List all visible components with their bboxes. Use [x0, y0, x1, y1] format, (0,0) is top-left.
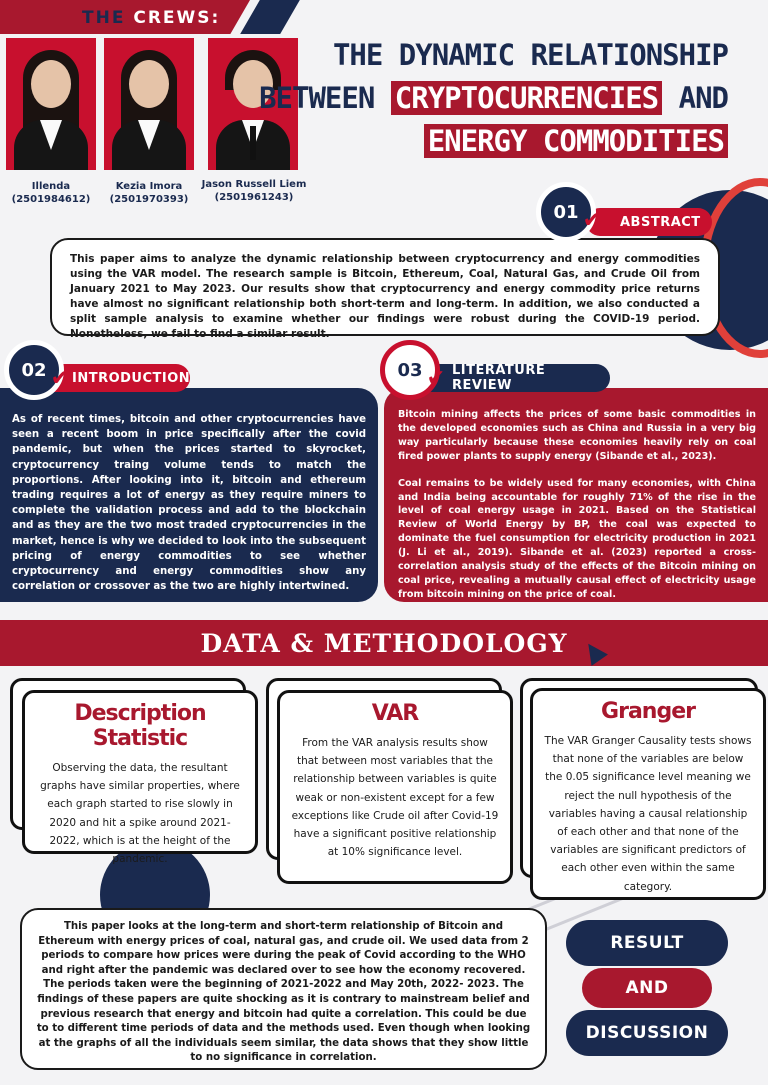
granger-card [530, 688, 766, 900]
card-title: Description Statistic [74, 701, 206, 751]
card-body: Observing the data, the resultant graphs have similar properties, where each graph started to rise slowly in 2020 and hit a spike around 2021-2022, which is at the height of the pandemic. [40, 762, 240, 866]
literature-number-badge: 03 ✔ [380, 340, 440, 400]
check-icon: ✔ [426, 366, 445, 391]
member-name: Jason Russell Liem (2501961243) [201, 179, 307, 203]
methodology-title: DATA & METHODOLOGY [200, 628, 568, 658]
poster-title: THE DYNAMIC RELATIONSHIP BETWEEN CRYPTOCURRENCIES AND ENERGY COMMODITIES [259, 38, 728, 158]
card-title: Granger [601, 699, 695, 724]
description-statistic-card [22, 690, 258, 866]
abstract-number-badge: 01 ✔ [536, 182, 596, 242]
member-name: Kezia Imora (2501970393) [109, 181, 189, 205]
member-photo [6, 38, 96, 170]
check-icon: ✔ [582, 208, 601, 233]
methodology-banner [0, 620, 768, 666]
card-body: The VAR Granger Causality tests shows that none of the variables are below the 0.05 significance level meaning we reject the null hypothesis of the variables having a causal relationship of each other and that none of the variables are significant predictors of each other even within the same category. [544, 735, 752, 893]
crews-heading: THE CREWS: [82, 8, 221, 28]
and-pill: AND [582, 968, 712, 1008]
literature-review-text: Bitcoin mining affects the prices of some basic commodities in the developed economies such as China and Russia in a very big way particularly because these economies heavily rely on coal fired power plants to supply energy (Sibande et al., 2023). Coal remains to be widely used for many economies, with China and India being accountable for roughly 71% of the rise in the level of coal energy usage in 2021. Based on the Statistical Review of World Energy by BP, the coal was expected to dominate the fuel consumption for electricity production in 2021 (J. Li et al., 2019). Sibande et al. (2023) reported a cross-correlation analysis study of the effects of the Bitcoin mining on coal price, revealing a mutually causal effect of electricity usage from bitcoin mining on the price of coal. [384, 388, 768, 602]
abstract-text: This paper aims to analyze the dynamic relationship between cryptocurrency and energy commodities using the VAR model. The research sample is Bitcoin, Ethereum, Coal, Natural Gas, and Crude Oil from January 2021 to May 2023. Our results show that cryptocurrency and energy commodity price returns have almost no significant relationship both short-term and long-term. In addition, we also conducted a split sample analysis to examine whether our findings were robust during the COVID-19 period. Nonetheless, we fail to find a similar result. [50, 238, 720, 336]
member-name: Illenda (2501984612) [11, 181, 91, 205]
discussion-pill: DISCUSSION [566, 1010, 728, 1056]
result-pill: RESULT [566, 920, 728, 966]
card-body: From the VAR analysis results show that between most variables that the relationship between variables is quite weak or non-existent except for a few exceptions like Crude oil after Covid-19 have a significant positive relationship at 10% significance level. [291, 737, 499, 859]
var-card [277, 690, 513, 884]
introduction-text: As of recent times, bitcoin and other cryptocurrencies have seen a recent boom in price specifically after the covid pandemic, but when the prices started to skyrocket, cryptocurrency traing volume tends to match the proportions. After looking into it, bitcoin and ethereum trading requires a lot of energy as they require miners to complete the validation process and add to the blockchain and as they are the two most traded cryptocurrencies in the market, hence is why we decided to look into the subsequent pricing of energy commodities to see whether cryptocurrency and energy commodities show any correlation or crossover as the two are highly intertwined. [0, 388, 378, 602]
abstract-label: ABSTRACT [586, 208, 712, 236]
introduction-label: INTRODUCTION [38, 364, 190, 392]
conclusion-text: This paper looks at the long-term and short-term relationship of Bitcoin and Ethereum with energy prices of coal, natural gas, and crude oil. We used data from 2 periods to compare how prices were during the peak of Covid according to the WHO and right after the pandemic was declared over to see how the economy recovered. The periods taken were the beginning of 2021-2022 and May 20th, 2022- 2023. The findings of these papers are quite shocking as it is contrary to mainstream belief and previous research that energy and bitcoin had quite a correlation. This could be due to to different time periods of data and the methods used. Even though when looking at the graphs of all the individuals seem similar, the data shows that they show little to no significance in correlation. [20, 908, 547, 1070]
card-title: VAR [371, 701, 419, 726]
introduction-number-badge: 02 ✔ [4, 340, 64, 400]
literature-review-label: LITERATURE REVIEW [418, 364, 610, 392]
check-icon: ✔ [50, 366, 69, 391]
member-photo [104, 38, 194, 170]
header-navy-stripe [240, 0, 300, 34]
